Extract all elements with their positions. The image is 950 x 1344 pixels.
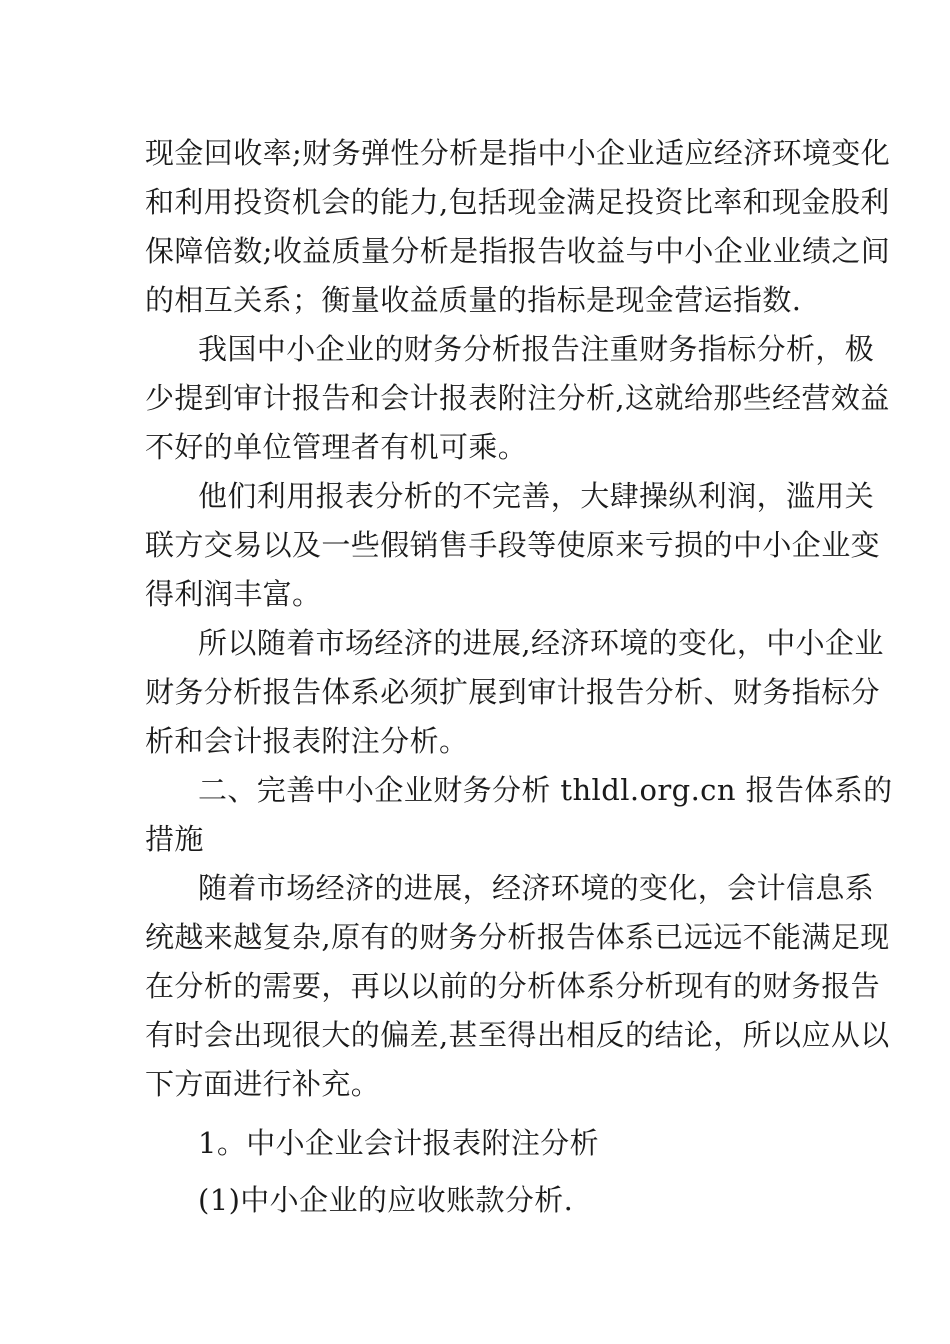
paragraph-line: 在分析的需要，再以以前的分析体系分析现有的财务报告 (145, 969, 881, 1003)
subheading-line: (1)中小企业的应收账款分析. (198, 1183, 574, 1217)
section-heading-line: 二、完善中小企业财务分析 thldl.org.cn 报告体系的 (198, 773, 893, 807)
paragraph-line: 统越来越复杂,原有的财务分析报告体系已远远不能满足现 (145, 920, 890, 954)
paragraph-line: 和利用投资机会的能力,包括现金满足投资比率和现金股利 (145, 185, 890, 219)
paragraph-line: 所以随着市场经济的进展,经济环境的变化，中小企业 (198, 626, 884, 660)
paragraph-line: 联方交易以及一些假销售手段等使原来亏损的中小企业变 (145, 528, 881, 562)
paragraph-line: 得利润丰富。 (145, 577, 322, 611)
paragraph-line: 随着市场经济的进展，经济环境的变化，会计信息系 (198, 871, 875, 905)
paragraph-line: 财务分析报告体系必须扩展到审计报告分析、财务指标分 (145, 675, 881, 709)
subheading-line: 1。中小企业会计报表附注分析 (198, 1126, 600, 1160)
paragraph-line: 他们利用报表分析的不完善，大肆操纵利润，滥用关 (198, 479, 875, 513)
paragraph-line: 有时会出现很大的偏差,甚至得出相反的结论，所以应从以 (145, 1018, 890, 1052)
paragraph-line: 现金回收率;财务弹性分析是指中小企业适应经济环境变化 (145, 136, 891, 170)
paragraph-line: 下方面进行补充。 (145, 1067, 381, 1101)
section-heading-line: 措施 (145, 822, 204, 856)
paragraph-line: 的相互关系；衡量收益质量的指标是现金营运指数. (145, 283, 802, 317)
paragraph-line: 不好的单位管理者有机可乘。 (145, 430, 528, 464)
paragraph-line: 少提到审计报告和会计报表附注分析,这就给那些经营效益 (145, 381, 890, 415)
paragraph-line: 保障倍数;收益质量分析是指报告收益与中小企业业绩之间 (145, 234, 891, 268)
paragraph-line: 我国中小企业的财务分析报告注重财务指标分析，极 (198, 332, 875, 366)
paragraph-line: 析和会计报表附注分析。 (145, 724, 469, 758)
